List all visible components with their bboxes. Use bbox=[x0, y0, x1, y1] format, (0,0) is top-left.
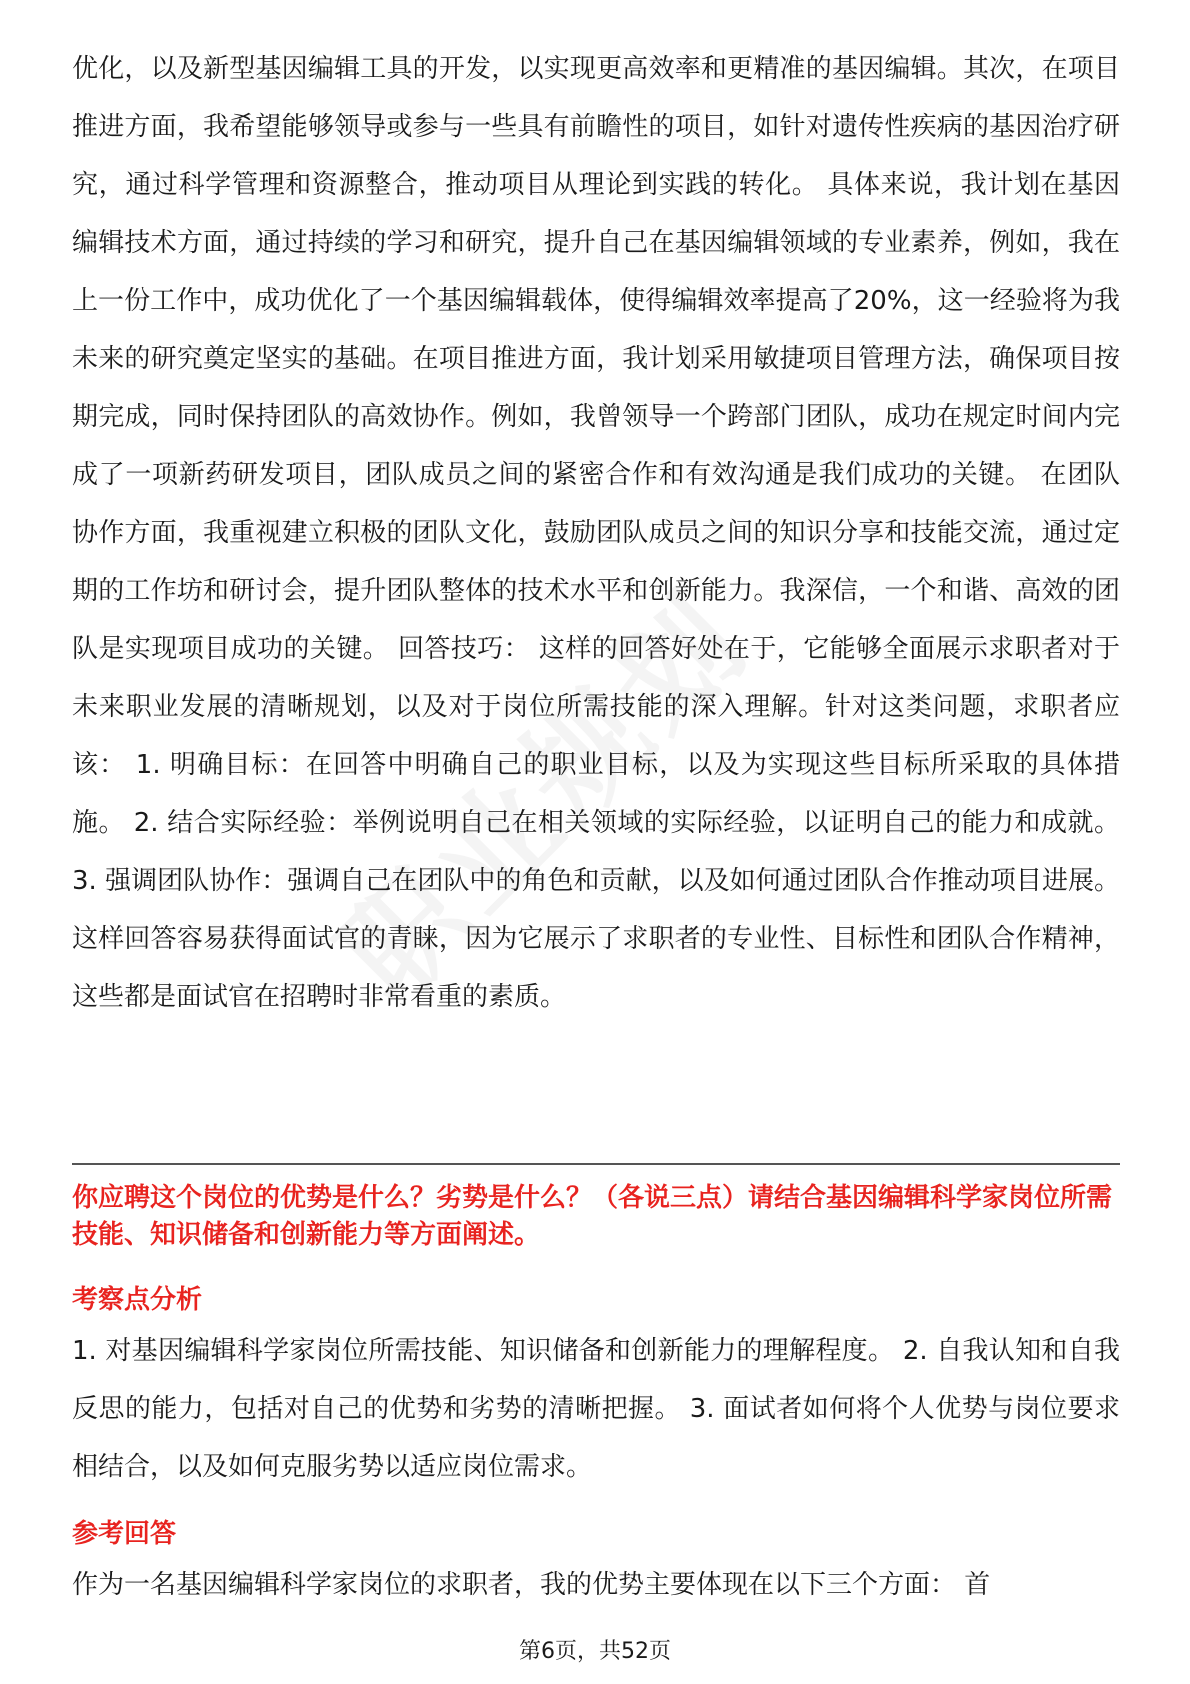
answer-heading: 参考回答 bbox=[72, 1519, 177, 1549]
analysis-paragraph: 1. 对基因编辑科学家岗位所需技能、知识储备和创新能力的理解程度。 2. 自我认知和自我反思的能力，包括对自己的优势和劣势的清晰把握。 3. 面试者如何将个人优势与岗位要求相结合，以及如何克服劣势以适应岗位需求。 bbox=[72, 1336, 1120, 1482]
answer-paragraph: 作为一名基因编辑科学家岗位的求职者，我的优势主要体现在以下三个方面： 首 bbox=[72, 1570, 991, 1600]
page-number: 第6页，共52页 bbox=[519, 1639, 671, 1664]
continued-answer-paragraph: 优化，以及新型基因编辑工具的开发，以实现更高效率和更精准的基因编辑。其次，在项目推进方面，我希望能够领导或参与一些具有前瞻性的项目，如针对遗传性疾病的基因治疗研究，通过科学管理和资源整合，推动项目从理论到实践的转化。 具体来说，我计划在基因编辑技术方面，通过持续的学习和研究，提升自己在基因编辑领域的专业素养，例如，我在上一份工作中，成功优化了一个基因编辑载体，使得编辑效率提高了20%，这一经验将为我未来的研究奠定坚实的基础。在项目推进方面，我计划采用敏捷项目管理方法，确保项目按期完成，同时保持团队的高效协作。例如，我曾领导一个跨部门团队，成功在规定时间内完成了一项新药研发项目，团队成员之间的紧密合作和有效沟通是我们成功的关键。 在团队协作方面，我重视建立积极的团队文化，鼓励团队成员之间的知识分享和技能交流，通过定期的工作坊和研讨会，提升团队整体的技术水平和创新能力。我深信，一个和谐、高效的团队是实现项目成功的关键。 回答技巧： 这样的回答好处在于，它能够全面展示求职者对于未来职业发展的清晰规划，以及对于岗位所需技能的深入理解。针对这类问题，求职者应该： 1. 明确目标：在回答中明确自己的职业目标，以及为实现这些目标所采取的具体措施。 2. 结合实际经验：举例说明自己在相关领域的实际经验，以证明自己的能力和成就。 3. 强调团队协作：强调自己在团队中的角色和贡献，以及如何通过团队合作推动项目进展。 这样回答容易获得面试官的青睐，因为它展示了求职者的专业性、目标性和团队合作精神，这些都是面试官在招聘时非常看重的素质。 bbox=[72, 54, 1120, 1012]
analysis-heading: 考察点分析 bbox=[72, 1285, 203, 1315]
section-divider bbox=[72, 1163, 1120, 1165]
interview-question: 你应聘这个岗位的优势是什么？劣势是什么？（各说三点）请结合基因编辑科学家岗位所需技能、知识储备和创新能力等方面阐述。 bbox=[72, 1183, 1113, 1250]
